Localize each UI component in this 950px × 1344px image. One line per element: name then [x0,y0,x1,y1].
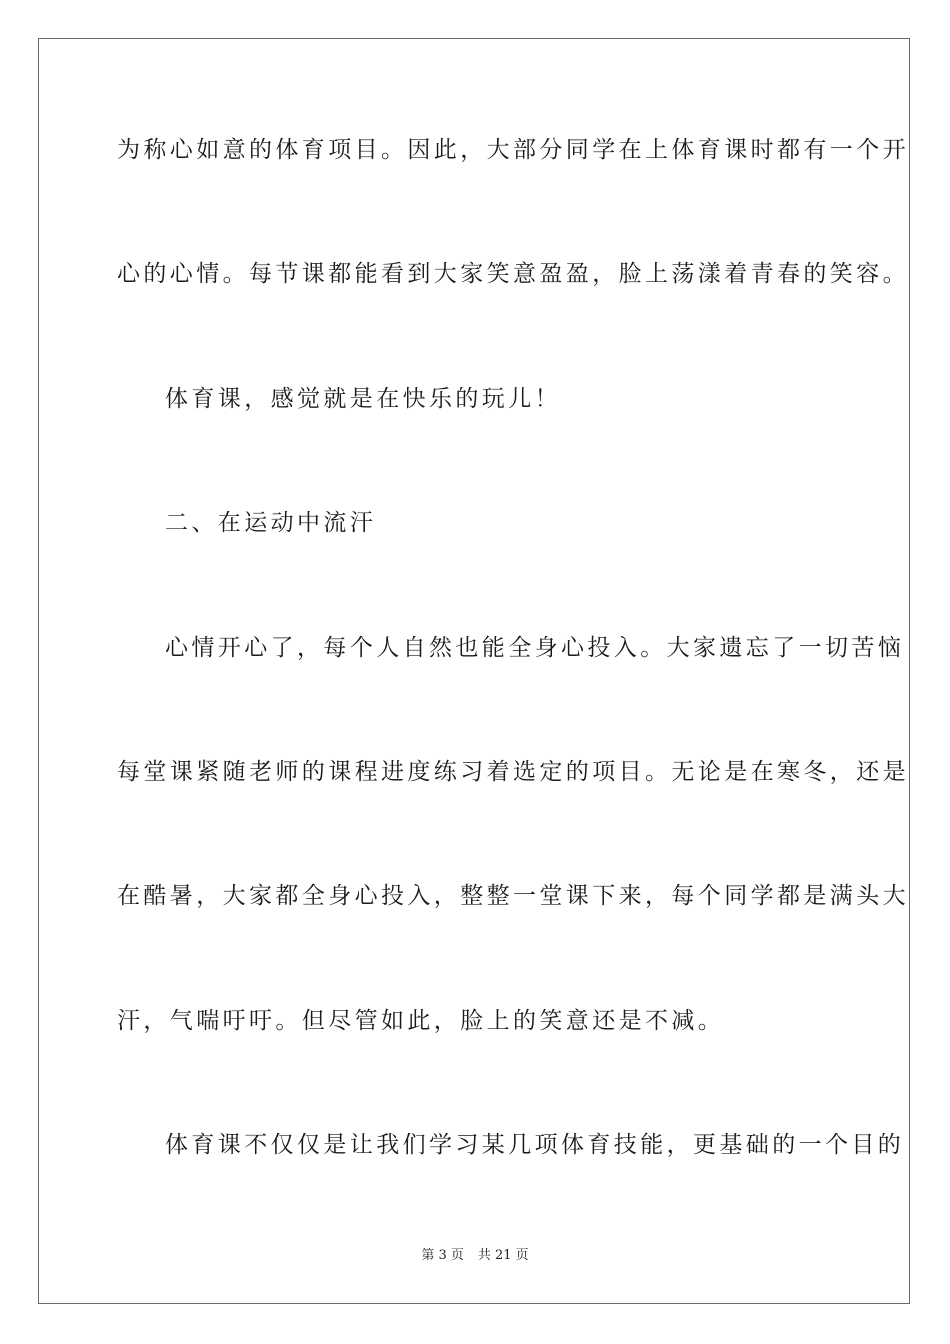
page-footer [0,1247,950,1265]
page-number: 第 3 页 [421,1248,464,1263]
page-total: 共 21 页 [477,1248,529,1263]
paragraph-line: 每堂课紧随老师的课程进度练习着选定的项目。无论是在寒冬，还是 [117,759,909,785]
page-frame [38,38,910,1304]
paragraph-line: 体育课，感觉就是在快乐的玩儿！ [165,386,561,412]
paragraph-line: 在酷暑，大家都全身心投入，整整一堂课下来，每个同学都是满头大 [117,883,909,909]
paragraph-line: 体育课不仅仅是让我们学习某几项体育技能，更基础的一个目的 [165,1132,905,1158]
paragraph-line: 汗，气喘吁吁。但尽管如此，脸上的笑意还是不减。 [117,1008,725,1034]
paragraph-line: 心的心情。每节课都能看到大家笑意盈盈，脸上荡漾着青春的笑容。 [117,261,909,287]
paragraph-line: 为称心如意的体育项目。因此，大部分同学在上体育课时都有一个开 [117,137,909,163]
section-heading: 二、在运动中流汗 [165,510,377,536]
paragraph-line: 心情开心了，每个人自然也能全身心投入。大家遗忘了一切苦恼 [165,635,905,661]
